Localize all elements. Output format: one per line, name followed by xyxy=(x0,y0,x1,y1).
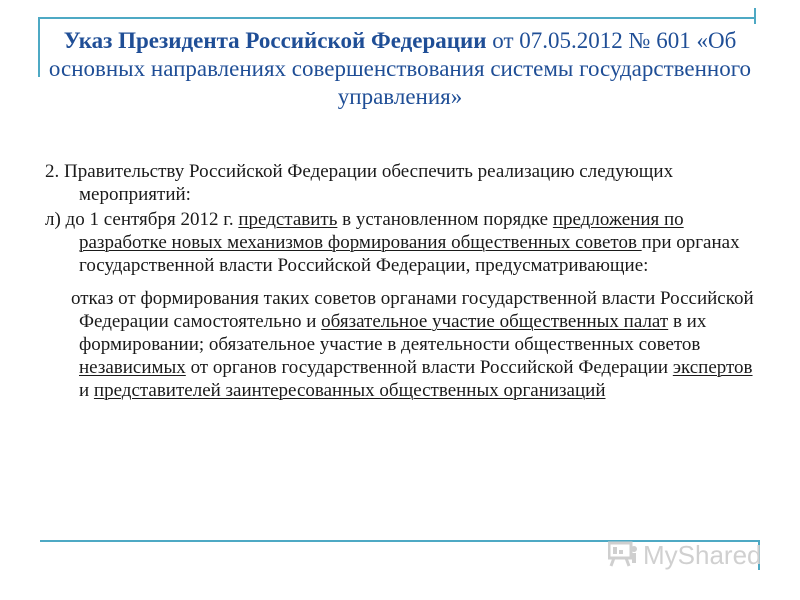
p2-text-a: л) до 1 сентября 2012 г. xyxy=(45,209,239,230)
p3-text-a: отказ от формирования таких советов органами государственной власти Российской Федерации самостоятельно и xyxy=(71,288,754,332)
p2-underline-2: предложения по разработке новых механизмов формирования общественных советов xyxy=(79,209,684,253)
paragraph-1 xyxy=(45,160,760,206)
title-bold: Указ Президента Российской Федерации xyxy=(63,28,487,53)
slide-title xyxy=(40,27,760,111)
p3-underline-2: независимых xyxy=(79,357,186,378)
watermark-text: MyShared xyxy=(643,540,762,570)
slide-body xyxy=(45,160,760,404)
watermark-logo xyxy=(608,538,762,572)
p3-text-c: от органов государственной власти Российской Федерации xyxy=(185,357,673,378)
frame-right-line xyxy=(754,8,756,24)
presentation-board-icon xyxy=(608,541,638,567)
p3-underline-3: экспертов xyxy=(672,357,753,378)
title-rest: от 07.05.2012 № 601 «Об основных направлениях совершенствования системы государственного управления» xyxy=(48,28,752,109)
paragraph-3 xyxy=(45,287,760,402)
frame-top-line xyxy=(38,17,756,19)
p3-underline-1: обязательное участие общественных палат xyxy=(321,311,669,332)
p3-text-b: в их формировании; обязательное участие в деятельности общественных советов xyxy=(79,311,707,355)
paragraph-2 xyxy=(45,208,760,277)
p2-underline-1: представить xyxy=(238,209,338,230)
p2-text-c: при органах государственной власти Российской Федерации, предусматривающие: xyxy=(79,232,740,276)
p3-text-d: и xyxy=(79,380,94,401)
p2-text-b: в установленном порядке xyxy=(337,209,553,230)
p1-text: 2. Правительству Российской Федерации обеспечить реализацию следующих мероприятий: xyxy=(45,161,674,205)
p3-underline-4: представителей заинтересованных общественных организаций xyxy=(93,380,606,401)
